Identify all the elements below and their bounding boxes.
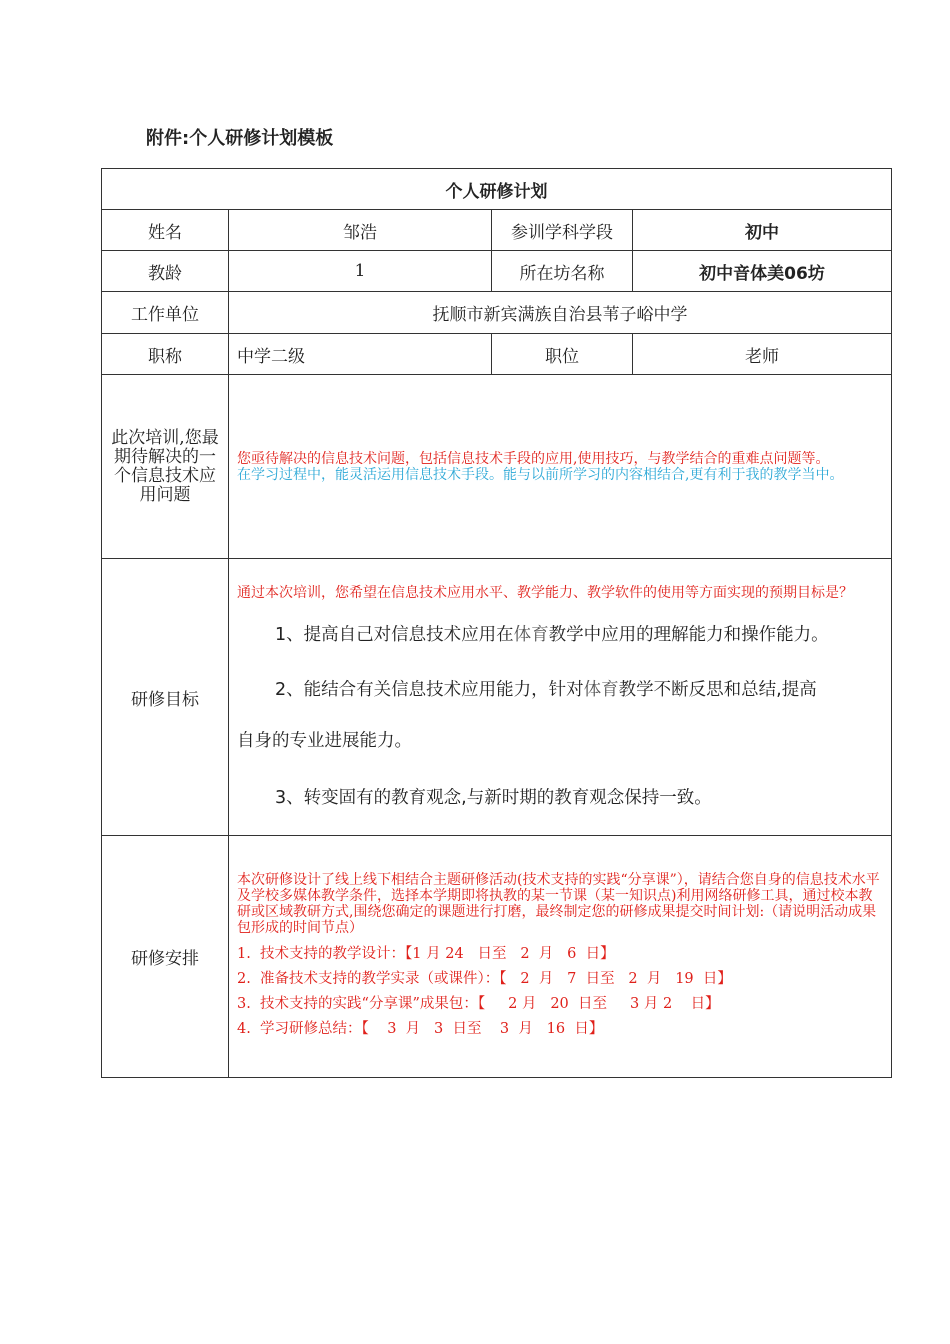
goal-item-3: 3、转变固有的教育观念,与新时期的教育观念保持一致。 bbox=[275, 788, 712, 808]
goal-prompt: 通过本次培训，您希望在信息技术应用水平、教学能力、教学软件的使用等方面实现的预期目标是？ bbox=[237, 585, 853, 601]
goal-item-2-continued: 自身的专业进展能力。 bbox=[237, 731, 412, 751]
name-label: 姓名 bbox=[102, 210, 229, 251]
goal-item-2: 2、能结合有关信息技术应用能力，针对体育教学不断反思和总结,提高 bbox=[275, 680, 817, 700]
table-title: 个人研修计划 bbox=[102, 169, 892, 210]
schedule-cell bbox=[229, 836, 892, 1078]
problem-prompt: 您亟待解决的信息技术问题，包括信息技术手段的应用,使用技巧，与教学结合的重难点问题等。 bbox=[237, 450, 830, 467]
work-unit-label: 工作单位 bbox=[102, 292, 229, 334]
goal-item-1: 1、提高自己对信息技术应用在体育教学中应用的理解能力和操作能力。 bbox=[275, 625, 829, 645]
job-title-value: 中学二级 bbox=[229, 334, 492, 375]
subject-value: 初中 bbox=[633, 210, 892, 251]
schedule-list bbox=[237, 942, 883, 1042]
subject-label: 参训学科学段 bbox=[492, 210, 633, 251]
problem-answer: 在学习过程中，能灵活运用信息技术手段。能与以前所学习的内容相结合,更有利于我的教学当中。 bbox=[237, 466, 844, 483]
problem-label: 此次培训,您最期待解决的一个信息技术应用问题 bbox=[102, 375, 229, 559]
schedule-item: 1. 技术支持的教学设计：【1 月 24 日至 2 月 6 日】 bbox=[237, 945, 615, 962]
work-unit-value: 抚顺市新宾满族自治县苇子峪中学 bbox=[229, 292, 892, 334]
position-value: 老师 bbox=[633, 334, 892, 375]
job-title-label: 职称 bbox=[102, 334, 229, 375]
problem-cell bbox=[229, 375, 892, 559]
schedule-label: 研修安排 bbox=[102, 836, 229, 1078]
position-label: 职位 bbox=[492, 334, 633, 375]
schedule-item: 3. 技术支持的实践“分享课”成果包：【 2 月 20 日至 3 月 2 日】 bbox=[237, 995, 720, 1012]
page-heading: 附件:个人研修计划模板 bbox=[146, 128, 334, 149]
schedule-item: 2. 准备技术支持的教学实录（或课件）：【 2 月 7 日至 2 月 19 日】 bbox=[237, 970, 732, 987]
teaching-years-label: 教龄 bbox=[102, 251, 229, 292]
schedule-prompt: 本次研修设计了线上线下相结合主题研修活动(技术支持的实践“分享课”），请结合您自身的信息技术水平及学校多媒体教学条件，选择本学期即将执教的某一节课（某一知识点)利用网络研修工具，通过校本教研或区域教研方式,围绕您确定的课题进行打磨，最终制定您的研修成果提交时间计划:（请说明活动成果包形成的时间节点） bbox=[237, 871, 880, 936]
name-value: 邹浩 bbox=[229, 210, 492, 251]
workshop-value: 初中音体美06坊 bbox=[633, 251, 892, 292]
schedule-item: 4. 学习研修总结：【 3 月 3 日至 3 月 16 日】 bbox=[237, 1020, 604, 1037]
workshop-label: 所在坊名称 bbox=[492, 251, 633, 292]
personal-plan-table bbox=[101, 168, 892, 1078]
teaching-years-value: 1 bbox=[229, 251, 492, 292]
goal-label: 研修目标 bbox=[102, 559, 229, 836]
goal-cell bbox=[229, 559, 892, 836]
